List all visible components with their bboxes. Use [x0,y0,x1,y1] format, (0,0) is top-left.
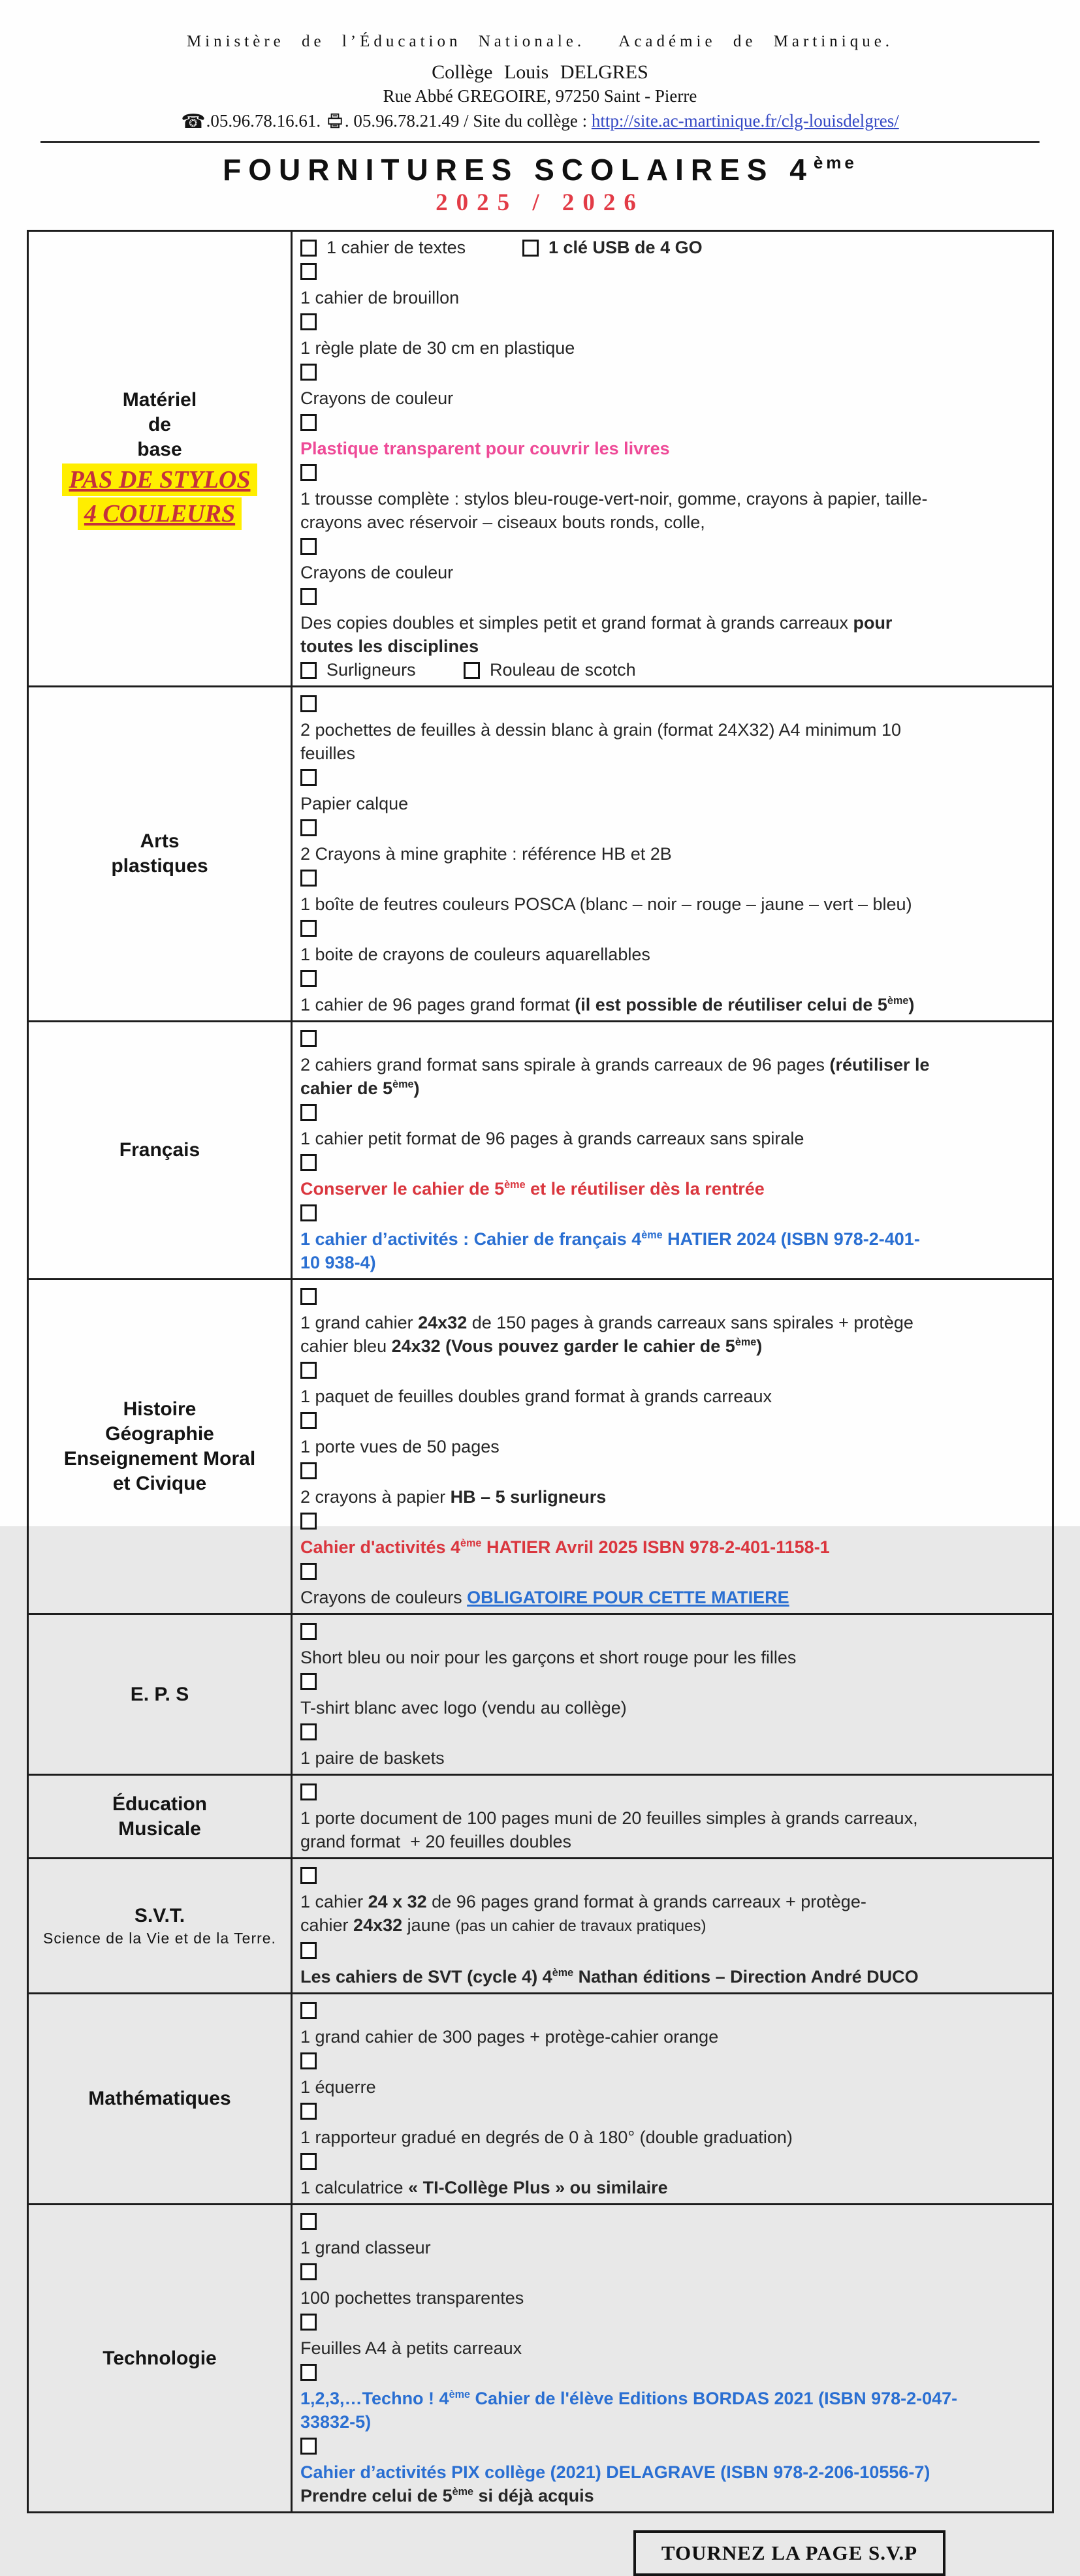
supply-item [300,410,1043,460]
ministry-line: Ministère de l’Éducation Nationale. Académie de Martinique. [186,33,894,50]
supply-item [300,966,1043,1016]
subject-label-line: et Civique [112,1473,207,1494]
checkbox-icon [300,414,317,431]
supply-item-text: 1 cahier 24 x 32 de 96 pages grand format à grands carreaux + protège- cahier 24x32 jaune (pas un cahier de travaux pratiques) [300,1892,866,1935]
checkbox-icon [300,2153,317,2170]
supplies-list-cell [292,2205,1053,2513]
supply-item-text: 2 Crayons à mine graphite : référence HB et 2B [300,844,672,864]
supply-item-text: Plastique transparent pour couvrir les livres [300,439,670,458]
subject-label [28,1859,292,1994]
checkbox-icon [300,1154,317,1171]
supply-item [300,2149,1043,2199]
supply-item [300,460,1043,534]
supply-item [300,765,1043,815]
website-link[interactable]: http://site.ac-martinique.fr/clg-louisdelgres/ [591,111,899,131]
supply-item [300,2259,1043,2310]
supply-item-text: Crayons de couleurs OBLIGATOIRE POUR CETTE MATIERE [300,1588,789,1607]
subject-label-line: Histoire [123,1398,197,1420]
supply-item [300,1559,1043,1609]
supply-item-text: 1 règle plate de 30 cm en plastique [300,338,575,358]
supply-item-text: Conserver le cahier de 5ème et le réutiliser dès la rentrée [300,1179,765,1199]
supply-item [300,866,1043,916]
section-row-1 [28,687,1053,1022]
subject-label-line: S.V.T. [134,1905,185,1926]
supplies-table [27,230,1054,2513]
checkbox-icon [300,769,317,786]
subject-label-line: plastiques [111,855,208,877]
supply-item-text: 1 calculatrice « TI-Collège Plus » ou similaire [300,2178,668,2197]
subject-label [28,2205,292,2513]
grade-superscript: ème [813,153,857,172]
supply-item-text: Rouleau de scotch [490,660,636,680]
section-row-4 [28,1614,1053,1775]
supply-item [300,1619,1043,1669]
section-row-0 [28,231,1053,687]
section-row-8 [28,2205,1053,2513]
supply-item [300,1998,1043,2049]
supply-item [300,534,1043,584]
section-row-6 [28,1859,1053,1994]
supply-item [300,236,1043,259]
supply-item [300,2310,1043,2360]
warning-highlight-line [34,463,285,496]
supply-item [300,1150,1043,1201]
section-row-3 [28,1280,1053,1614]
checkbox-icon [522,240,539,257]
supply-item [300,2209,1043,2259]
supply-item [300,2360,1043,2434]
supply-item-text: 1 équerre [300,2077,376,2097]
document-header [0,33,1080,132]
subject-label-line: Technologie [103,2347,217,2369]
supply-item [300,1458,1043,1509]
supplies-list-cell [292,1614,1053,1775]
supply-item-text: Feuilles A4 à petits carreaux [300,2338,522,2358]
supply-item-text: 1 grand cahier de 300 pages + protège-cahier orange [300,2027,719,2047]
supply-item-text: Crayons de couleur [300,563,454,582]
section-row-7 [28,1994,1053,2205]
fax-number: . 05.96.78.21.49 / Site du collège : [344,111,592,131]
supply-item-text: Short bleu ou noir pour les garçons et short rouge pour les filles [300,1648,797,1667]
school-name: Collège Louis DELGRES [432,61,648,83]
warning-highlight-text: PAS DE STYLOS [62,463,257,496]
supply-item [300,1408,1043,1458]
checkbox-icon [300,2213,317,2230]
supply-item [300,815,1043,866]
subject-label [28,231,292,687]
supply-item-text: 2 pochettes de feuilles à dessin blanc à grain (format 24X32) A4 minimum 10 feuilles [300,720,902,763]
checkbox-icon [300,2263,317,2280]
supplies-list-cell [292,1775,1053,1859]
subject-label-line: de [148,413,171,435]
supply-item-text: Papier calque [300,794,409,813]
subject-label-line: Matériel [122,388,197,411]
supply-item [300,1780,1043,1853]
checkbox-icon [300,870,317,887]
turn-page-label: TOURNEZ LA PAGE S.V.P [661,2541,918,2564]
checkbox-icon [464,662,480,679]
section-row-5 [28,1775,1053,1859]
school-address: Rue Abbé GREGOIRE, 97250 Saint - Pierre [383,86,697,106]
phone-icon: ☎ [181,111,206,133]
supply-item-text: 1 paire de baskets [300,1748,445,1768]
supply-item [300,916,1043,966]
checkbox-icon [300,2314,317,2331]
supply-item [300,1201,1043,1274]
subject-label-line: Musicale [118,1817,201,1840]
checkbox-icon [300,240,317,257]
checkbox-icon [300,1723,317,1740]
checkbox-icon [300,1783,317,1800]
checkbox-icon [300,2052,317,2069]
page-title: FOURNITURES SCOLAIRES 4ème [223,153,857,187]
supply-item-text: 2 crayons à papier HB – 5 surligneurs [300,1487,607,1507]
supply-item-text: 1 cahier de brouillon [300,288,460,307]
supply-item-text: 1 clé USB de 4 GO [548,238,703,257]
subject-label [28,1022,292,1280]
checkbox-icon [300,695,317,712]
supply-item-text: Surligneurs [326,660,416,680]
checkbox-icon [300,1030,317,1047]
checkbox-icon [300,2103,317,2120]
supply-item [300,2099,1043,2149]
turn-page-box [633,2530,945,2576]
supply-item-text: Cahier d'activités 4ème HATIER Avril 2025 ISBN 978-2-401-1158-1 [300,1537,830,1557]
checkbox-icon [300,2364,317,2381]
header-divider [40,141,1040,143]
subject-label-line: Enseignement Moral [63,1448,256,1469]
checkbox-icon [300,364,317,381]
subject-label [28,1280,292,1614]
checkbox-icon [300,1462,317,1479]
supply-item-text: 1 porte document de 100 pages muni de 20 feuilles simples à grands carreaux, grand format + 20 feuilles doubles [300,1808,918,1851]
supply-item [300,1284,1043,1358]
supply-item-text: Des copies doubles et simples petit et grand format à grands carreaux pour toutes les disciplines [300,613,893,656]
checkbox-icon [300,1942,317,1959]
supply-item [300,360,1043,410]
supply-item [300,1509,1043,1559]
supply-item-text: 1 rapporteur gradué en degrés de 0 à 180° (double graduation) [300,2128,793,2147]
supply-item [300,1720,1043,1770]
checkbox-icon [300,464,317,481]
checkbox-icon [300,2438,317,2455]
supply-item-text: 1 trousse complète : stylos bleu-rouge-vert-noir, gomme, crayons à papier, taille- crayons avec réservoir – ciseaux bouts ronds, colle, [300,489,928,532]
supply-item-text: 1,2,3,…Techno ! 4ème Cahier de l'élève Editions BORDAS 2021 (ISBN 978-2-047- 33832-5) [300,2389,958,2432]
fax-icon [326,112,343,129]
checkbox-icon [300,1673,317,1690]
supply-item-text: 1 boite de crayons de couleurs aquarellables [300,945,650,964]
supply-item-text: 1 boîte de feutres couleurs POSCA (blanc – noir – rouge – jaune – vert – bleu) [300,894,912,914]
subject-label-line: base [137,438,182,460]
subject-label-line: Arts [140,830,180,852]
supply-item [300,1026,1043,1100]
supply-item-text: 100 pochettes transparentes [300,2288,524,2308]
subject-label-line: Géographie [105,1423,214,1445]
checkbox-icon [300,1204,317,1221]
checkbox-icon [300,1288,317,1305]
subject-label [28,1614,292,1775]
checkbox-icon [300,662,317,679]
supply-item-text: 2 cahiers grand format sans spirale à grands carreaux de 96 pages (réutiliser le cahier de 5ème) [300,1055,930,1098]
supply-item [300,2434,1043,2507]
supply-item-text: Les cahiers de SVT (cycle 4) 4ème Nathan éditions – Direction André DUCO [300,1967,919,1987]
checkbox-icon [300,588,317,605]
supply-item [300,584,1043,658]
subject-label [28,1775,292,1859]
subject-label-line: Éducation [112,1793,207,1815]
supply-item [300,259,1043,309]
checkbox-icon [300,970,317,987]
checkbox-icon [300,1867,317,1884]
supply-item [300,1100,1043,1150]
supply-item-text: T-shirt blanc avec logo (vendu au collège) [300,1698,627,1718]
subject-label [28,1994,292,2205]
supply-item-text: 1 paquet de feuilles doubles grand format à grands carreaux [300,1387,772,1406]
supply-item [300,2049,1043,2099]
supply-item [300,1863,1043,1938]
supply-item-text: 1 porte vues de 50 pages [300,1437,500,1456]
supply-item [300,1938,1043,1988]
supply-item-text: Crayons de couleur [300,388,454,408]
supplies-list-cell [292,1280,1053,1614]
supply-item [300,1358,1043,1408]
subject-label-line: E. P. S [130,1683,189,1705]
supply-item [300,309,1043,360]
checkbox-icon [300,1104,317,1121]
supply-item-text: 1 grand classeur [300,2238,431,2257]
section-row-2 [28,1022,1053,1280]
checkbox-icon [300,1412,317,1429]
contact-line [0,109,1080,132]
supply-item-text: 1 cahier petit format de 96 pages à grands carreaux sans spirale [300,1129,804,1148]
supplies-list-cell [292,1022,1053,1280]
phone-number: .05.96.78.16.61. [206,111,325,131]
warning-highlight-line [34,497,285,530]
subject-label-line: Mathématiques [88,2088,231,2109]
checkbox-icon [300,2002,317,2019]
checkbox-icon [300,1513,317,1530]
supply-item-text: 1 cahier de 96 pages grand format (il est possible de réutiliser celui de 5ème) [300,995,915,1014]
subject-label [28,687,292,1022]
supplies-list-cell [292,687,1053,1022]
supply-item-text: 1 cahier de textes [326,238,466,257]
supply-item-text: 1 grand cahier 24x32 de 150 pages à grands carreaux sans spirales + protège cahier bleu 24x32 (Vous pouvez garder le cahier de 5ème) [300,1313,913,1356]
checkbox-icon [300,1362,317,1379]
supplies-list-cell [292,231,1053,687]
supply-item-text: 1 cahier d’activités : Cahier de français 4ème HATIER 2024 (ISBN 978-2-401- 10 938-4) [300,1229,920,1272]
warning-highlight-text: 4 COULEURS [78,497,242,530]
school-year: 2025 / 2026 [436,189,644,216]
supply-item [300,1669,1043,1720]
checkbox-icon [300,1623,317,1640]
checkbox-icon [300,313,317,330]
supplies-list-cell [292,1994,1053,2205]
checkbox-icon [300,1563,317,1580]
checkbox-icon [300,538,317,555]
supply-item-text: Cahier d’activités PIX collège (2021) DELAGRAVE (ISBN 978-2-206-10556-7) Prendre celui de 5ème si déjà acquis [300,2462,930,2505]
supply-item [300,658,1043,682]
checkbox-icon [300,263,317,280]
checkbox-icon [300,920,317,937]
subject-label-line: Français [119,1139,200,1161]
subject-label-subtitle: Science de la Vie et de la Terre. [43,1930,276,1947]
supplies-list-cell [292,1859,1053,1994]
supply-item [300,691,1043,765]
checkbox-icon [300,819,317,836]
